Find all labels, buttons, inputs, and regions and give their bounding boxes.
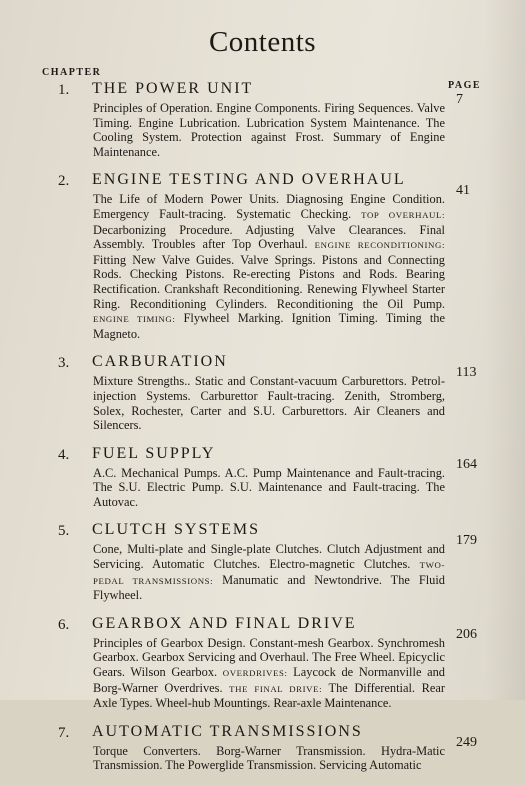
chapter-entry <box>0 353 525 432</box>
chapter-page-number: 41 <box>456 183 470 199</box>
chapter-list <box>0 80 525 785</box>
description-text: A.C. Mechanical Pumps. A.C. Pump Maintenance and Fault-tracing. The S.U. Electric Pump. S.U. Maintenance and Fault-tracing. The Autovac. <box>93 465 445 509</box>
description-text: Decarbonizing Procedure. Adjusting Valve Clearances. Final Assembly. Troubles after Top Overhaul. <box>93 222 445 252</box>
chapter-title: FUEL SUPPLY <box>92 444 216 462</box>
description-text: Flywheel Marking. Ignition Timing. Timing the Magneto. <box>93 311 445 341</box>
chapter-description <box>93 636 445 711</box>
chapter-number: 6. <box>58 616 70 633</box>
chapter-number: 3. <box>58 355 70 372</box>
chapter-description <box>93 542 445 602</box>
description-text: Principles of Operation. Engine Components. Firing Sequences. Valve Timing. Engine Lubrication. Lubrication System Maintenance. The Cooling System. Protection against Frost. Summary of Engine Maintenance. <box>93 101 445 159</box>
chapter-page-number: 179 <box>456 533 477 549</box>
chapter-number: 1. <box>58 82 70 98</box>
page-title: Contents <box>208 26 317 58</box>
chapter-title: AUTOMATIC TRANSMISSIONS <box>92 722 363 740</box>
chapter-page-number: 113 <box>456 365 477 381</box>
description-text: Cone, Multi-plate and Single-plate Clutches. Clutch Adjustment and Servicing. Automatic Clutches. Electro-magnetic Clutches. <box>93 542 445 572</box>
page-column-label: PAGE <box>448 80 482 91</box>
description-text: Torque Converters. Borg-Warner Transmission. Hydra-Matic Transmission. The Powerglide Transmission. Servicing Automatic <box>93 743 445 773</box>
small-caps-heading: OVERDRIVES: <box>222 668 288 679</box>
chapter-page-number: 7 <box>456 92 463 107</box>
small-caps-heading: ENGINE TIMING: <box>93 314 176 325</box>
page-edge-shadow <box>485 0 525 700</box>
chapter-number: 4. <box>58 446 70 463</box>
chapter-number: 5. <box>58 523 70 540</box>
chapter-page-number: 206 <box>456 626 477 642</box>
chapter-entry <box>0 723 525 773</box>
small-caps-heading: THE FINAL DRIVE: <box>229 683 323 694</box>
chapter-page-number: 249 <box>456 734 477 750</box>
chapter-description <box>93 192 445 341</box>
description-text: Principles of Gearbox Design. Constant-mesh Gearbox. Synchromesh Gearbox. Gearbox Servicing and Overhaul. The Free Wheel. Epicyclic Gears. Wilson Gearbox. <box>93 635 445 680</box>
chapter-description <box>93 744 445 773</box>
description-text: Fitting New Valve Guides. Valve Springs. Pistons and Connecting Rods. Checking Pistons. Re-erecting Pistons and Rods. Bearing Rectification. Crankshaft Reconditioning. Renewing Flywheel Starter Ring. Reconditioning Cylinders. Reconditioning the Oil Pump. <box>93 252 445 311</box>
chapter-description <box>93 374 445 432</box>
description-text: The Life of Modern Power Units. Diagnosing Engine Condition. Emergency Fault-tracing. Systematic Checking. <box>93 192 445 221</box>
chapter-entry <box>0 521 525 602</box>
description-text: Laycock de Normanville and Borg-Warner Overdrives. <box>93 665 445 695</box>
chapter-entry <box>0 80 525 159</box>
chapter-title: ENGINE TESTING AND OVERHAUL <box>92 171 406 189</box>
chapter-description <box>93 466 445 510</box>
chapter-page-number: 164 <box>456 456 477 472</box>
small-caps-heading: TOP OVERHAUL: <box>361 209 445 220</box>
chapter-column-label: CHAPTER <box>42 67 102 78</box>
chapter-title: GEARBOX AND FINAL DRIVE <box>92 614 357 632</box>
small-caps-heading: TWO-PEDAL TRANSMISSIONS: <box>93 560 445 586</box>
chapter-description <box>93 101 445 159</box>
chapter-entry <box>0 171 525 341</box>
description-text: Manumatic and Newtondrive. The Fluid Flywheel. <box>93 572 445 603</box>
small-caps-heading: ENGINE RECONDITIONING: <box>314 240 445 251</box>
chapter-title: CLUTCH SYSTEMS <box>92 521 261 539</box>
chapter-number: 7. <box>58 724 70 741</box>
chapter-title: CARBURATION <box>92 353 228 371</box>
chapter-title: THE POWER UNIT <box>92 80 254 97</box>
chapter-entry <box>0 445 525 510</box>
description-text: The Differential. Rear Axle Types. Wheel-hub Mountings. Rear-axle Maintenance. <box>93 680 445 711</box>
chapter-number: 2. <box>58 173 70 190</box>
chapter-entry <box>0 615 525 711</box>
description-text: Mixture Strengths.. Static and Constant-vacuum Carburettors. Petrol-injection Systems. Carburettor Fault-tracing. Zenith, Stromberg, Solex, Rochester, Carter and S.U. Carburettors. Air Cleaners and Silencers. <box>93 374 445 433</box>
